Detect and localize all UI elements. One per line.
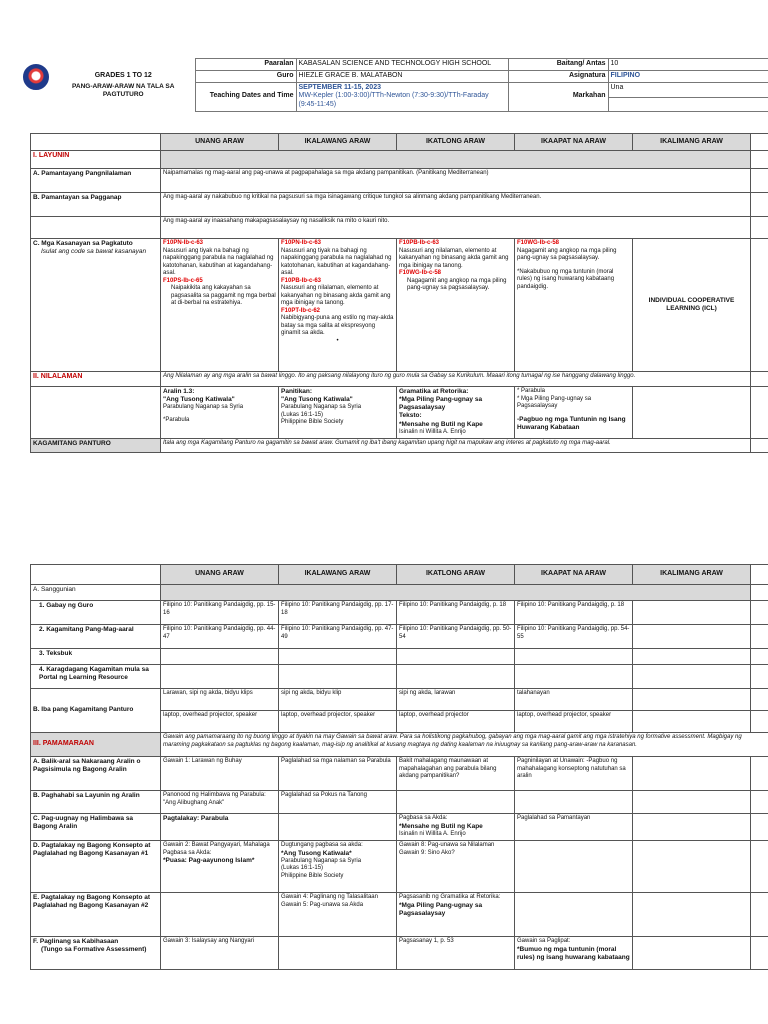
edge-cell (751, 217, 768, 239)
edge-cell (751, 841, 768, 893)
layunin-band (161, 151, 751, 169)
competency-code: F10PS-Ib-c-65 (163, 277, 203, 284)
portal-day-5 (633, 665, 751, 689)
guro-label: Guro (195, 70, 296, 82)
kasanayan-day-1 (161, 239, 279, 372)
blank-label (31, 217, 161, 239)
cell-line: Gawain sa Paglipat: (517, 938, 571, 944)
teksbuk-day-2 (279, 649, 397, 665)
edge-cell (751, 791, 768, 814)
lesson-topic: -Pagbuo ng mga Tuntunin ng Isang Huwarang Kabataan (517, 415, 626, 431)
nilalaman-day-5 (633, 387, 751, 439)
dll-table-kagamitan (30, 564, 768, 970)
bullet-dot: • (336, 337, 339, 344)
cell-line: *Mensahe ng Butil ng Kape (399, 822, 483, 830)
portal-day-2 (279, 665, 397, 689)
pamantayang-pangnilalaman-text: Naipamamalas ng mag-aaral ang pag-unawa at pagpapahalaga sa mga akdang pampanitikan. (Panitikang Mediterranean) (161, 169, 751, 193)
cell-line: Pagbasa sa Akda: (399, 815, 448, 821)
seal-icon (23, 64, 49, 90)
edge-cell (751, 625, 768, 649)
lesson-title: Aralin 1.3: (163, 388, 195, 395)
kagamitan-day-1: Filipino 10: Panitikang Pandaigdig, pp. 44-47 (161, 625, 279, 649)
dll-table-layunin (30, 133, 768, 453)
equipment-day-4: laptop, overhead projector, speaker (515, 711, 633, 733)
edge-cell (751, 711, 768, 733)
teksbuk-label: 3. Teksbuk (31, 649, 161, 665)
lesson-topic: * Mga Piling Pang-ugnay sa Pagsasalaysay (517, 395, 592, 409)
kasanayan-day-2 (279, 239, 397, 372)
cell-line: Dugtungang pagbasa sa akda: (281, 842, 363, 848)
nilalaman-day-3 (397, 387, 515, 439)
pagtalakay-2-day-4 (515, 893, 633, 937)
gabay-day-3: Filipino 10: Panitikang Pandaigdig, p. 18 (397, 601, 515, 625)
balik-aral-day-5 (633, 757, 751, 791)
grades-title: GRADES 1 TO 12 (94, 72, 152, 80)
iba-pang-kagamitan-label: B. Iba pang Kagamitang Panturo (31, 689, 161, 733)
edge-cell (751, 193, 768, 217)
gabay-day-1: Filipino 10: Panitikang Pandaigdig, pp. 15-16 (161, 601, 279, 625)
lesson-work: *Mensahe ng Butil ng Kape (399, 420, 483, 428)
lesson-title: Panitikan: (281, 388, 313, 395)
dates-value: SEPTEMBER 11-15, 2023 (298, 83, 381, 91)
kagamitan-note: Itala ang mga Kagamitang Panturo na gagamitin sa bawat araw. Gumamit ng iba't ibang kagamitan upang higit na mapukaw ang interes at pagkatuto ng mga mag-aaral. (161, 439, 751, 453)
edge-cell (751, 689, 768, 711)
lesson-publisher: Philippine Bible Society (281, 419, 344, 426)
teksbuk-day-3 (397, 649, 515, 665)
competency-code: F10PB-Ib-c-63 (281, 277, 322, 284)
day-header-2: IKALAWANG ARAW (279, 565, 397, 585)
pagtalakay-2-day-3 (397, 893, 515, 937)
nilalaman-heading: II. NILALAMAN (31, 372, 161, 387)
blank-label (31, 387, 161, 439)
portal-day-3 (397, 665, 515, 689)
corner-cell (31, 565, 161, 585)
baitang-label: Baitang/ Antas (508, 59, 608, 71)
asignatura-label: Asignatura (508, 70, 608, 82)
kagamitan-heading: KAGAMITANG PANTURO (31, 439, 161, 453)
nilalaman-day-1 (161, 387, 279, 439)
iba-day-3: sipi ng akda, larawan (397, 689, 515, 711)
paaralan-label: Paaralan (195, 59, 296, 71)
edge-cell (751, 814, 768, 841)
portal-label: 4. Karagdagang Kagamitan mula sa Portal ng Learning Resource (31, 665, 161, 689)
day-header-5: IKALIMANG ARAW (633, 134, 751, 151)
cell-line: *Ang Tusong Katiwala* (281, 849, 352, 857)
iba-day-5 (633, 689, 751, 711)
kasanayan-day-5: INDIVIDUAL COOPERATIVE LEARNING (ICL) (633, 239, 751, 372)
equipment-day-1: laptop, overhead projector, speaker (161, 711, 279, 733)
lesson-topic: *Mga Piling Pang-ugnay sa Pagsasalaysay (399, 396, 483, 412)
pagtalakay-1-day-5 (633, 841, 751, 893)
lesson-origin: Parabulang Naganap sa Syria (281, 404, 362, 411)
gabay-day-2: Filipino 10: Panitikang Pandaigdig, pp. 17-18 (279, 601, 397, 625)
day-header-4: IKAAPAT NA ARAW (515, 565, 633, 585)
edge-cell (751, 757, 768, 791)
nilalaman-day-4 (515, 387, 633, 439)
competency-code: F10WG-Ib-c-58 (399, 270, 442, 276)
paghahabi-day-1: Panonood ng Halimbawa ng Parabula: "Ang Alibughang Anak" (161, 791, 279, 814)
pag-uugnay-day-5 (633, 814, 751, 841)
teksbuk-day-1 (161, 649, 279, 665)
iba-day-2: sipi ng akda, bidyu klip (279, 689, 397, 711)
paglinang-label-cell (31, 937, 161, 970)
teksbuk-day-4 (515, 649, 633, 665)
header-table (20, 58, 768, 112)
pamamaraan-heading: III. PAMAMARAAN (31, 733, 161, 757)
competency-code: F10WG-Ib-c-58 (517, 240, 560, 246)
nilalaman-day-2 (279, 387, 397, 439)
kasanayan-label-cell (31, 239, 161, 372)
iba-day-4: talahanayan (515, 689, 633, 711)
grades-title-cell (52, 59, 195, 112)
balik-aral-day-1: Gawain 1: Larawan ng Buhay (161, 757, 279, 791)
paglinang-day-4 (515, 937, 633, 970)
pagtalakay-2-day-2: Gawain 4: Paglinang ng Talasalitaan Gawain 5: Pag-unawa sa Akda (279, 893, 397, 937)
competency-code: F10PB-Ib-c-63 (399, 240, 440, 246)
competency-code: F10PT-Ib-c-62 (281, 307, 321, 314)
day-header-3: IKATLONG ARAW (397, 565, 515, 585)
lesson-work: "Ang Tusong Katiwala" (281, 396, 353, 404)
kasanayan-label: C. Mga Kasanayan sa Pagkatuto (33, 240, 133, 247)
balik-aral-day-2: Paglalahad sa mga nalaman sa Parabula (279, 757, 397, 791)
competency-text: Nagagamit ang angkop na mga piling pang-ugnay sa pagsasalaysay. (517, 247, 617, 261)
pamantayan-pagganap-label: B. Pamantayan sa Pagganap (31, 193, 161, 217)
edge-cell (751, 387, 768, 439)
edge-cell (751, 937, 768, 970)
balik-aral-day-4: Pagninilayan at Unawain: -Pagbuo ng mahahalagang konseptong natutuhan sa aralin (515, 757, 633, 791)
equipment-day-2: laptop, overhead projector, speaker (279, 711, 397, 733)
day-header-2: IKALAWANG ARAW (279, 134, 397, 151)
lesson-genre: *Parabula (163, 416, 190, 423)
competency-text: Nasusuri ang tiyak na bahagi ng napakinggang parabula na naglalahad ng katotohanan, kabutihan at kagandahang-asal. (163, 247, 274, 276)
paghahabi-day-2: Paglalahad sa Pokus na Tanong (279, 791, 397, 814)
layunin-note: Ang mag-aaral ay inaasahang makapagsasalaysay ng nasaliksik na mito o kauri nito. (161, 217, 751, 239)
pagtalakay-2-label: E. Pagtalakay ng Bagong Konsepto at Paglalahad ng Bagong Kasanayan #2 (31, 893, 161, 937)
edge-cell (751, 601, 768, 625)
sanggunian-band (161, 585, 751, 601)
lesson-work: "Ang Tusong Katiwala" (163, 396, 235, 404)
gabay-day-4: Filipino 10: Panitikang Pandaigdig, p. 18 (515, 601, 633, 625)
pagtalakay-2-day-5 (633, 893, 751, 937)
day-header-3: IKATLONG ARAW (397, 134, 515, 151)
edge-cell (751, 151, 768, 169)
dll-subtitle: PANG-ARAW-ARAW NA TALA SA PAGTUTURO (72, 83, 175, 99)
markahan-value: Una (608, 82, 768, 97)
kagamitan-mag-aaral-label: 2. Kagamitang Pang-Mag-aaral (31, 625, 161, 649)
gabay-label: 1. Gabay ng Guro (31, 601, 161, 625)
day-header-4: IKAAPAT NA ARAW (515, 134, 633, 151)
pagtalakay-1-day-2 (279, 841, 397, 893)
competency-text: Nabibigyang-puna ang estilo ng may-akda batay sa mga salita at ekspresyong ginamit sa akda. (281, 315, 394, 336)
baitang-value: 10 (608, 59, 768, 71)
day-header-1: UNANG ARAW (161, 565, 279, 585)
pamamaraan-note: Gawain ang pamamaraang ito ng buong linggo at tiyakin na may Gawain sa bawat araw. Para sa holistikong pagkahubog, gabayan ang mga mag-aaral gamit ang mga istratehiya ng formative assessment. Magbigay ng maraming pagkakataon sa pagtuklas ng bagong kaalaman, mag-isip ng analitikal at kusang magtaya ng dating kaalaman na iniuugnay sa kanilang pang-araw-araw na karanasan. (161, 733, 768, 757)
guro-value: HIEZLE GRACE B. MALATABON (296, 70, 508, 82)
edge-cell (751, 893, 768, 937)
cell-line: Philippine Bible Society (281, 872, 344, 879)
lesson-title: Gramatika at Retorika: (399, 388, 469, 395)
paghahabi-day-4 (515, 791, 633, 814)
paglinang-day-1: Gawain 3: Isalaysay ang Nangyari (161, 937, 279, 970)
pagtalakay-1-day-1 (161, 841, 279, 893)
paaralan-value: KABASALAN SCIENCE AND TECHNOLOGY HIGH SCHOOL (296, 59, 508, 71)
deped-seal (20, 59, 52, 112)
cell-line: (Lukas 16:1-15) (281, 865, 324, 872)
paglinang-day-2 (279, 937, 397, 970)
pagtalakay-1-label: D. Pagtalakay ng Bagong Konsepto at Paglalahad ng Bagong Kasanayan #1 (31, 841, 161, 893)
competency-text: Naipakikita ang kakayahan sa pagsasalita sa paggamit ng mga berbal at di-berbal na estratehiya. (171, 285, 276, 306)
day-header-1: UNANG ARAW (161, 134, 279, 151)
paglinang-label: F. Paglinang sa Kabihasaan (33, 938, 119, 945)
sanggunian-heading: A. Sanggunian (31, 585, 161, 601)
pag-uugnay-day-3 (397, 814, 515, 841)
competency-text: Nasusuri ang nilalaman, elemento at kakanyahan ng binasang akda gamit ang mga ibinigay na tanong. (281, 285, 391, 306)
paglinang-sublabel: (Tungo sa Formative Assessment) (41, 946, 147, 954)
lesson-origin: Parabulang Naganap sa Syria (163, 404, 244, 411)
lesson-reference: (Lukas 16:1-15) (281, 411, 324, 418)
dates-label: Teaching Dates and Time (195, 82, 296, 111)
portal-day-4 (515, 665, 633, 689)
cell-line: *Puasa: Pag-aayunong Islam* (163, 857, 255, 864)
teksbuk-day-5 (633, 649, 751, 665)
asignatura-value: FILIPINO (608, 70, 768, 82)
markahan-blank (608, 97, 768, 111)
competency-text: *Nakabubuo ng mga tuntunin (moral rules) ng isang huwarang kabataang pandaigdig. (517, 268, 615, 290)
cell-line: Gawain 2: Bawat Pangyayari, Mahalaga (163, 842, 270, 848)
kagamitan-day-3: Filipino 10: Panitikang Pandaigdig, pp. 50-54 (397, 625, 515, 649)
iba-day-1: Larawan, sipi ng akda, bidyu klips (161, 689, 279, 711)
pagtalakay-2-day-1 (161, 893, 279, 937)
dates-cell (296, 82, 508, 111)
pag-uugnay-day-4: Paglalahad sa Pamantayan (515, 814, 633, 841)
pag-uugnay-day-2 (279, 814, 397, 841)
equipment-day-5 (633, 711, 751, 733)
cell-line: *Mga Piling Pang-ugnay sa Pagsasalaysay (399, 901, 483, 917)
edge-cell (751, 134, 768, 151)
kagamitan-day-4: Filipino 10: Panitikang Pandaigdig, pp. 54-55 (515, 625, 633, 649)
edge-cell (751, 439, 768, 453)
competency-text: Nagagamit ang angkop na mga piling pang-ugnay sa pagsasalaysay. (407, 277, 507, 291)
competency-text: Nasusuri ang tiyak na bahagi ng napakinggang parabula na naglalahad ng katotohanan, kabutihan at kagandahang-asal. (281, 247, 392, 276)
portal-day-1 (161, 665, 279, 689)
nilalaman-note: Ang Nilalaman ay ang mga aralin sa bawat linggo. Ito ang paksang nilalayong ituro ng guro mula sa Gabay sa Kurikulum. Maaari itong tumagal ng ise hanggang dalawang linggo. (161, 372, 751, 387)
cell-line: Pagbasa sa Akda: (163, 849, 212, 856)
paglinang-day-5 (633, 937, 751, 970)
kasanayan-day-3 (397, 239, 515, 372)
competency-code: F10PN-Ib-c-63 (163, 240, 204, 246)
edge-cell (751, 372, 768, 387)
cell-line: *Bumuo ng mga tuntunin (moral rules) ng isang huwarang kabataang (517, 945, 630, 961)
cell-line: Parabulang Naganap sa Syria (281, 857, 362, 864)
equipment-day-3: laptop, overhead projector (397, 711, 515, 733)
competency-code: F10PN-Ib-c-63 (281, 240, 322, 246)
edge-cell (751, 239, 768, 372)
edge-cell (751, 649, 768, 665)
edge-cell (751, 585, 768, 601)
lesson-title: Teksto: (399, 412, 422, 420)
paghahabi-day-5 (633, 791, 751, 814)
layunin-heading: I. LAYUNIN (31, 151, 161, 169)
corner-cell (31, 134, 161, 151)
paghahabi-label: B. Paghahabi sa Layunin ng Aralin (31, 791, 161, 814)
times-value: MW-Kepler (1:00-3:00)/TTh-Newton (7:30-9:30)/TTh-Faraday (9:45-11:45) (298, 92, 489, 108)
pagtalakay-1-day-3: Gawain 8: Pag-unawa sa Nilalaman Gawain 9: Sino Ako? (397, 841, 515, 893)
paghahabi-day-3 (397, 791, 515, 814)
pamantayan-pagganap-text: Ang mag-aaral ay nakabubuo ng kritikal na pagsusuri sa mga isinagawang critique tungkol sa alinmang akdang pampanitikang Mediterranean. (161, 193, 751, 217)
pag-uugnay-day-1: Pagtalakay: Parabula (161, 814, 279, 841)
cell-line: Pagsasanib ng Gramatika at Retorika: (399, 894, 501, 900)
kagamitan-day-5 (633, 625, 751, 649)
gabay-day-5 (633, 601, 751, 625)
kagamitan-day-2: Filipino 10: Panitikang Pandaigdig, pp. 47-49 (279, 625, 397, 649)
lesson-topic: * Parabula (517, 388, 546, 394)
pagtalakay-1-day-4 (515, 841, 633, 893)
pamantayang-pangnilalaman-label: A. Pamantayang Pangnilalaman (31, 169, 161, 193)
paglinang-day-3: Pagsasanay 1, p. 53 (397, 937, 515, 970)
cell-line: Isinalin ni Willita A. Enrijo (399, 830, 466, 837)
edge-cell (751, 565, 768, 585)
competency-text: Nasusuri ang nilalaman, elemento at kakanyahan ng binasang akda gamit ang mga ibinigay na tanong. (399, 247, 509, 269)
lesson-translator: Isinalin ni Willita A. Enrijo (399, 428, 466, 435)
kasanayan-sublabel: Isulat ang code sa bawat kasanayan (41, 248, 147, 256)
day-header-5: IKALIMANG ARAW (633, 565, 751, 585)
kasanayan-day-4 (515, 239, 633, 372)
balik-aral-label: A. Balik-aral sa Nakaraang Aralin o Pagsisimula ng Bagong Aralin (31, 757, 161, 791)
edge-cell (751, 169, 768, 193)
pag-uugnay-label: C. Pag-uugnay ng Halimbawa sa Bagong Aralin (31, 814, 161, 841)
balik-aral-day-3: Bakit mahalagang maunawaan at mapahalagahan ang parabula bilang akdang pampanitikan? (397, 757, 515, 791)
markahan-label: Markahan (508, 82, 608, 111)
edge-cell (751, 665, 768, 689)
